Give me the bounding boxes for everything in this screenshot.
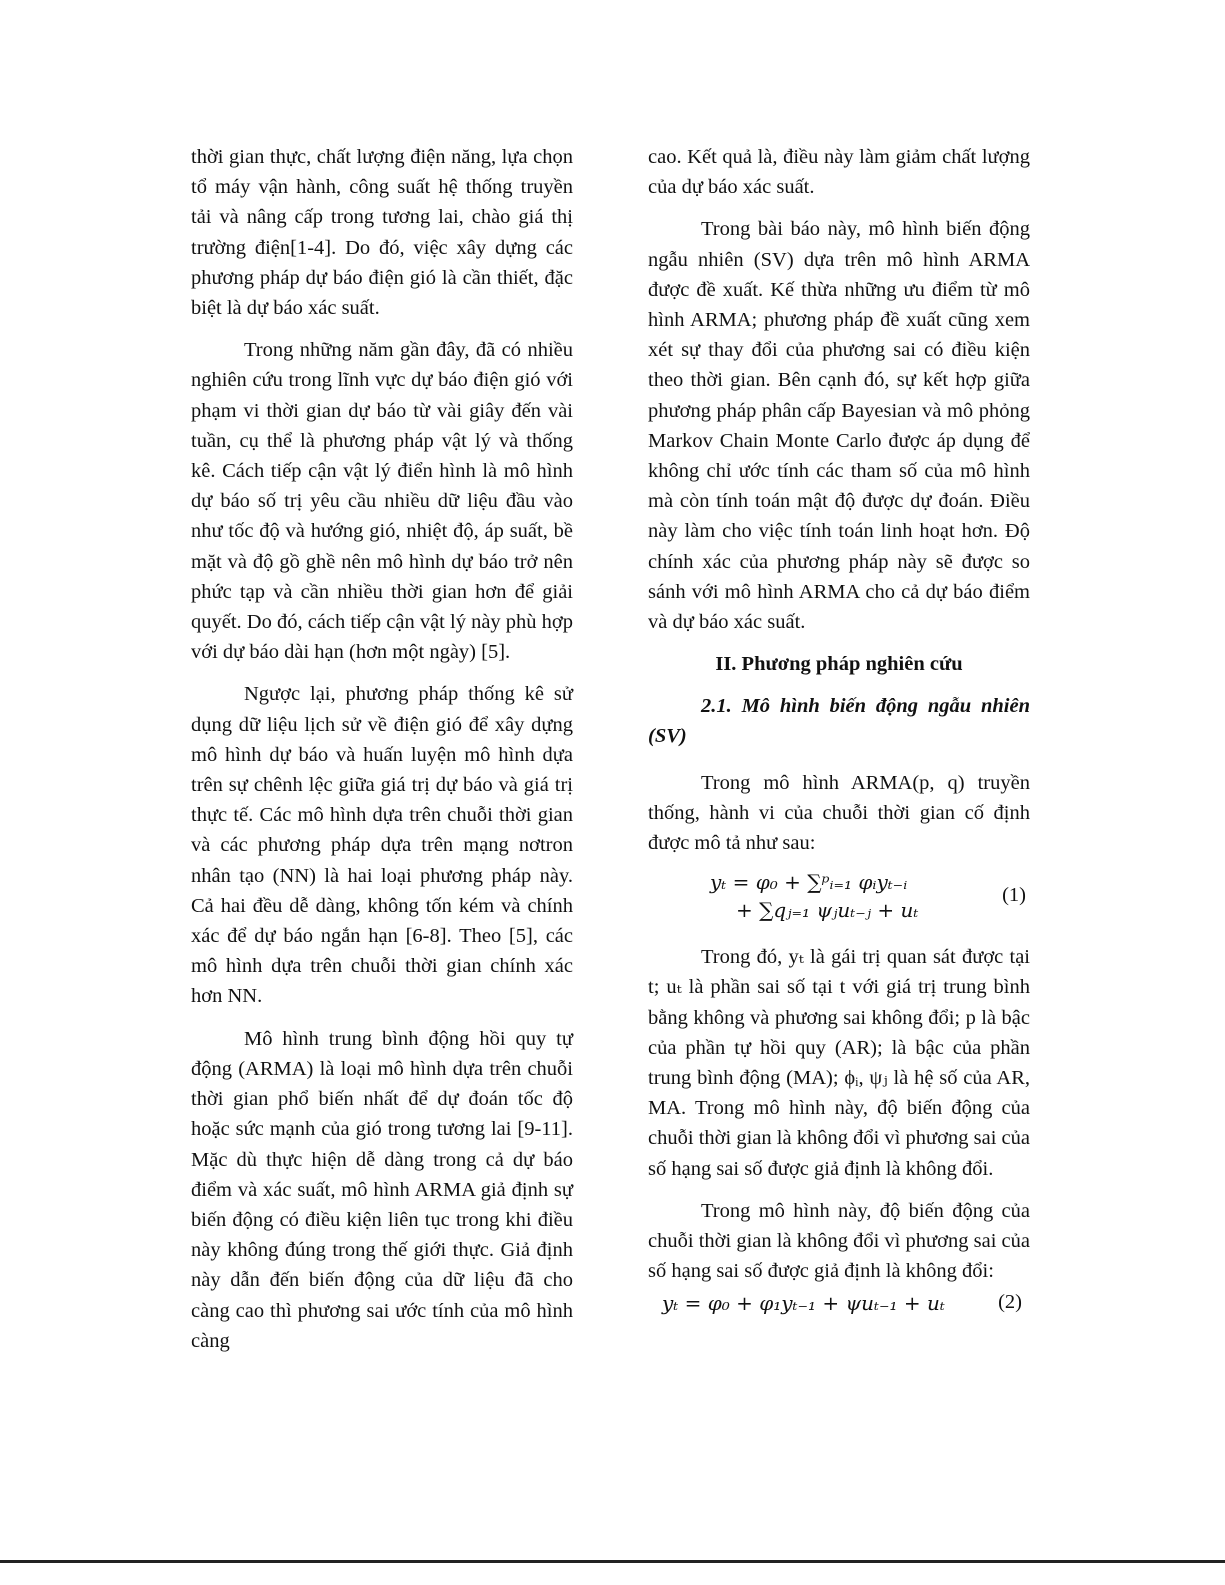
paragraph: Trong mô hình này, độ biến động của chuỗi thời gian là không đổi vì phương sai của số hạng sai số được giả định là không đổi: bbox=[648, 1199, 1030, 1283]
bottom-rule bbox=[0, 1560, 1225, 1563]
equation-2 bbox=[648, 1291, 1030, 1323]
paragraph: Trong đó, yₜ là gái trị quan sát được tại t; uₜ là phần sai số tại t với giá trị trung bình bằng không và phương sai không đổi; p là bậc của phần tự hồi quy (AR); là bậc của phần trung bình động (MA); ϕᵢ, ψⱼ là hệ số của AR, MA. Trong mô hình này, độ biến động của chuỗi thời gian là không đổi vì phương sai của số hạng sai số được giả định là không đổi. bbox=[648, 946, 1030, 1180]
paragraph: cao. Kết quả là, điều này làm giảm chất lượng của dự báo xác suất. bbox=[648, 146, 1030, 199]
equation-number: (1) bbox=[1002, 884, 1026, 907]
paragraph: Mô hình trung bình động hồi quy tự động (ARMA) là loại mô hình dựa trên chuỗi thời gian phổ biến nhất để dự đoán tốc độ hoặc sức mạnh của gió trong tương lai [9-11]. Mặc dù thực hiện dễ dàng trong cả dự báo điểm và xác suất, mô hình ARMA giả định sự biến động có điều kiện liên tục trong khi điều này không đúng trong thế giới thực. Giả định này dẫn đến biến động của dữ liệu đã cho càng cao thì phương sai ước tính của mô hình càng bbox=[191, 1027, 573, 1352]
right-column bbox=[648, 142, 1030, 1323]
subsection-heading: 2.1. Mô hình biến động ngẫu nhiên (SV) bbox=[648, 695, 1030, 748]
equation-1-line-2: + ∑qⱼ₌₁ ψⱼuₜ₋ⱼ + uₜ bbox=[736, 898, 919, 923]
paragraph: Trong bài báo này, mô hình biến động ngẫu nhiên (SV) dựa trên mô hình ARMA được đề xuất. Kế thừa những ưu điểm từ mô hình ARMA; phương pháp đề xuất cũng xem xét sự thay đổi của phương sai có điều kiện theo thời gian. Bên cạnh đó, sự kết hợp giữa phương pháp phân cấp Bayesian và mô phỏng Markov Chain Monte Carlo được áp dụng để không chỉ ước tính các tham số của mô hình mà còn tính toán mật độ được dự đoán. Điều này làm cho việc tính toán linh hoạt hơn. Độ chính xác của phương pháp này sẽ được so sánh với mô hình ARMA cho cả dự báo điểm và dự báo xác suất. bbox=[648, 218, 1030, 634]
paragraph: Ngược lại, phương pháp thống kê sử dụng dữ liệu lịch sử về điện gió để xây dựng mô hình dự báo và huấn luyện mô hình dựa trên sự chênh lệc giữa giá trị dự báo và giá trị thực tế. Các mô hình dựa trên chuỗi thời gian và các phương pháp dựa trên mạng nơtron nhân tạo (NN) là hai loại phương pháp này. Cả hai đều dễ dàng, không tốn kém và chính xác để dự báo ngắn hạn [6-8]. Theo [5], các mô hình dựa trên chuỗi thời gian chính xác hơn NN. bbox=[191, 683, 573, 1008]
paragraph: Trong những năm gần đây, đã có nhiều nghiên cứu trong lĩnh vực dự báo điện gió với phạm vi thời gian dự báo từ vài giây đến vài tuần, cụ thể là phương pháp vật lý và thống kê. Cách tiếp cận vật lý điển hình là mô hình dự báo số trị yêu cầu nhiều dữ liệu đầu vào như tốc độ và hướng gió, nhiệt độ, áp suất, bề mặt và độ gồ ghề nên mô hình dự báo trở nên phức tạp và cần nhiều thời gian hơn để giải quyết. Do đó, cách tiếp cận vật lý này phù hợp với dự báo dài hạn (hơn một ngày) [5]. bbox=[191, 339, 574, 664]
section-heading: II. Phương pháp nghiên cứu bbox=[715, 653, 963, 676]
left-column bbox=[191, 142, 573, 1368]
equation-number: (2) bbox=[998, 1290, 1022, 1313]
equation-1-line-1: yₜ = φ₀ + ∑ᵖᵢ₌₁ φᵢyₜ₋ᵢ bbox=[710, 870, 908, 895]
equation-1 bbox=[648, 870, 1030, 932]
paragraph: Trong mô hình ARMA(p, q) truyền thống, hành vi của chuỗi thời gian cố định được mô tả như sau: bbox=[648, 771, 1030, 855]
paragraph: thời gian thực, chất lượng điện năng, lựa chọn tổ máy vận hành, công suất hệ thống truyền tải và nâng cấp trong tương lai, chào giá thị trường điện[1-4]. Do đó, việc xây dựng các phương pháp dự báo điện gió là cần thiết, đặc biệt là dự báo xác suất. bbox=[191, 146, 573, 320]
equation-2-body: yₜ = φ₀ + φ₁yₜ₋₁ + ψuₜ₋₁ + uₜ bbox=[662, 1290, 945, 1315]
